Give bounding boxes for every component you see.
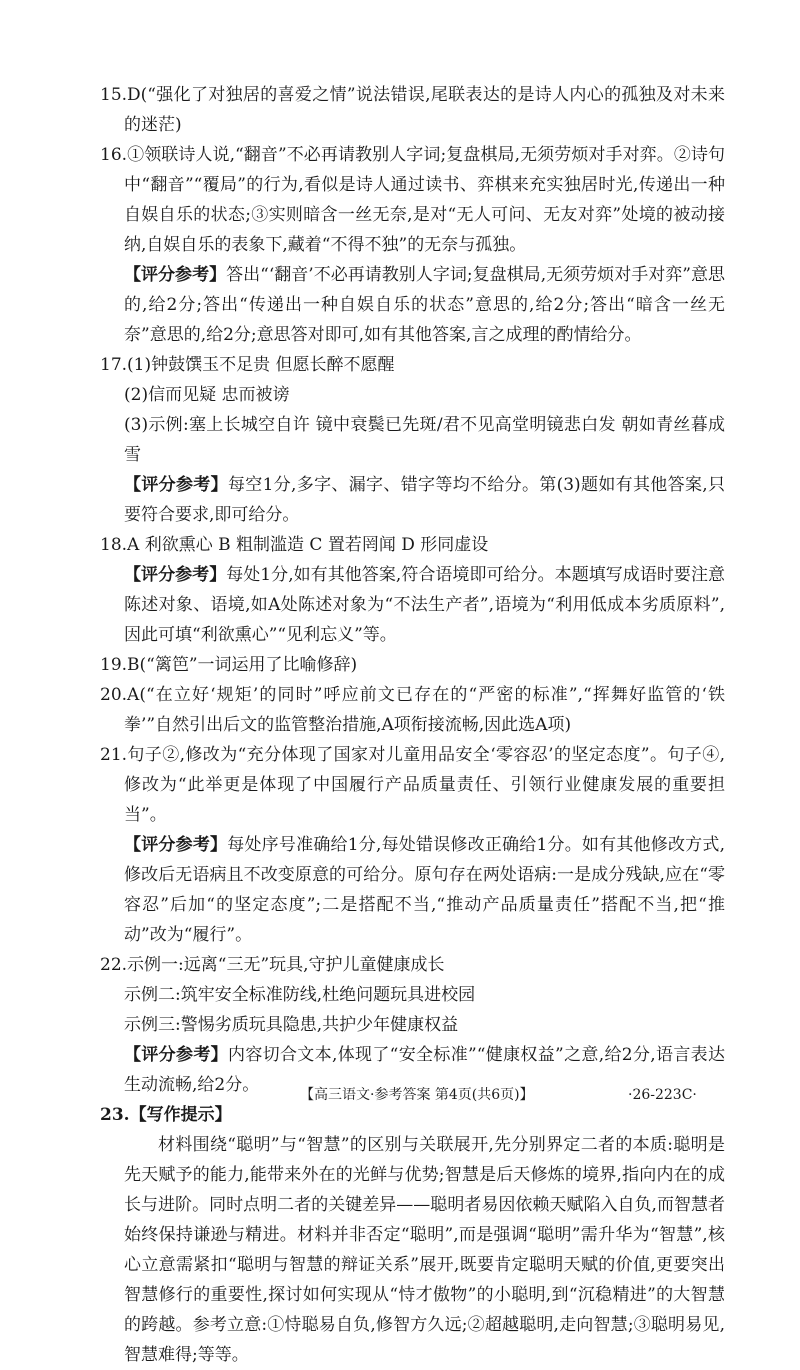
scoring-reference-18 [100,560,725,650]
answer-15: 15.D(“强化了对独居的喜爱之情”说法错误,尾联表达的是诗人内心的孤独及对未来的迷茫) [100,85,725,135]
answer-22-line-2: 示例二:筑牢安全标准防线,杜绝问题玩具进校园 [124,985,476,1005]
footer-page-info: 【高三语文·参考答案 第4页(共6页)】 [300,1087,534,1103]
scoring-reference-text: 内容切合文本,体现了“安全标准”“健康权益”之意,给2分,语言表达生动流畅,给2分。 [124,1045,725,1095]
answer-17-line-1: 17.(1)钟鼓馔玉不足贵 但愿长醉不愿醒 [100,355,395,375]
scoring-reference-21 [100,830,725,950]
answer-16: 16.①领联诗人说,“翻音”不必再请教别人字词;复盘棋局,无须劳烦对手对弈。②诗句中“翻音”“覆局”的行为,看似是诗人通过读书、弈棋来充实独居时光,传递出一种自娱自乐的状态;③实则暗含一丝无奈,是对“无人可问、无友对弈”处境的被动接纳,自娱自乐的表象下,藏着“不得不独”的无奈与孤独。 [100,145,725,255]
answer-19: 19.B(“篱笆”一词运用了比喻修辞) [100,655,358,675]
scoring-reference-text: 答出“‘翻音’不必再请教别人字词;复盘棋局,无须劳烦对手对弈”意思的,给2分;答出“传递出一种自娱自乐的状态”意思的,给2分;答出“暗含一丝无奈”意思的,给2分;意思答对即可,如有其他答案,言之成理的酌情给分。 [124,265,725,345]
answer-content [100,80,725,1370]
answer-17-line-3: (3)示例:塞上长城空自许 镜中衰鬓已先斑/君不见高堂明镜悲白发 朝如青丝暮成雪 [124,415,725,465]
answer-17-line-2: (2)信而见疑 忠而被谤 [124,385,290,405]
scoring-reference-label: 【评分参考】 [124,565,227,585]
scoring-reference-text: 每处序号准确给1分,每处错误修改正确给1分。如有其他修改方式,修改后无语病且不改变原意的可给分。原句存在两处语病:一是成分残缺,应在“零容忍”后加“的坚定态度”;二是搭配不当,“推动产品质量责任”搭配不当,把“推动”改为“履行”。 [124,835,725,945]
answer-21: 21.句子②,修改为“充分体现了国家对儿童用品安全‘零容忍’的坚定态度”。句子④,修改为“此举更是体现了中国履行产品质量责任、引领行业健康发展的重要担当”。 [100,745,725,825]
scoring-reference-label: 【评分参考】 [124,265,227,285]
answer-18: 18.A 利欲熏心 B 粗制滥造 C 置若罔闻 D 形同虚设 [100,535,489,555]
scoring-reference-label: 【评分参考】 [124,1045,228,1065]
answer-22-line-3: 示例三:警惕劣质玩具隐患,共护少年健康权益 [124,1015,459,1035]
page-footer [0,1084,800,1106]
scoring-reference-text: 每空1分,多字、漏字、错字等均不给分。第(3)题如有其他答案,只要符合要求,即可给分。 [124,475,726,525]
scoring-reference-17 [100,470,725,530]
scoring-reference-text: 每处1分,如有其他答案,符合语境即可给分。本题填写成语时要注意陈述对象、语境,如A处陈述对象为“不法生产者”,语境为“利用低成本劣质原料”,因此可填“利欲熏心”“见利忘义”等。 [124,565,726,645]
scoring-reference-label: 【评分参考】 [124,835,228,855]
writing-prompt-text: 材料围绕“聪明”与“智慧”的区别与关联展开,先分别界定二者的本质:聪明是先天赋予的能力,能带来外在的光鲜与优势;智慧是后天修炼的境界,指向内在的成长与进阶。同时点明二者的关键差异——聪明者易因依赖天赋陷入自负,而智慧者始终保持谦逊与精进。材料并非否定“聪明”,而是强调“聪明”需升华为“智慧”,核心立意需紧扣“聪明与智慧的辩证关系”展开,既要肯定聪明天赋的价值,更要突出智慧修行的重要性,探讨如何实现从“恃才傲物”的小聪明,到“沉稳精进”的大智慧的跨越。参考立意:①恃聪易自负,修智方久远;②超越聪明,走向智慧;③聪明易见,智慧难得;等等。 [124,1135,725,1365]
footer-code: ·26-223C· [628,1087,697,1103]
scoring-reference-label: 【评分参考】 [124,475,228,495]
scoring-reference-16 [100,260,725,350]
answer-22-line-1: 22.示例一:远离“三无”玩具,守护儿童健康成长 [100,955,445,975]
answer-20: 20.A(“在立好‘规矩’的同时”呼应前文已存在的“严密的标准”,“挥舞好监管的‘铁拳’”自然引出后文的监管整治措施,A项衔接流畅,因此选A项) [100,685,725,735]
writing-prompt-heading: 23.【写作提示】 [100,1105,232,1125]
